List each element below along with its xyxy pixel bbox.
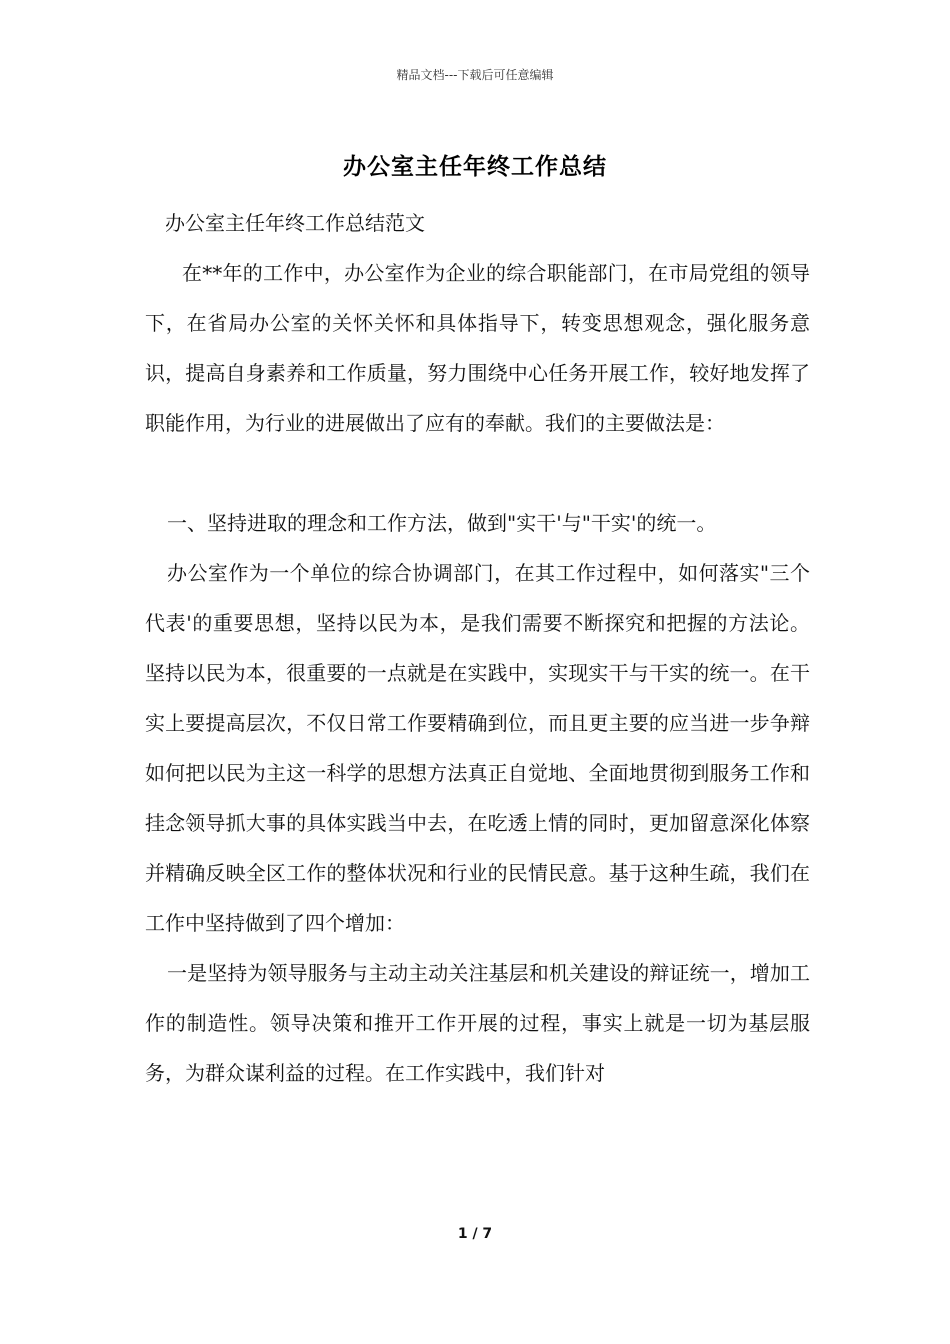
intro-paragraph: 在**年的工作中，办公室作为企业的综合职能部门，在市局党组的领导下，在省局办公室的关怀关怀和具体指导下，转变思想观念，强化服务意识，提高自身素养和工作质量，努力围绕中心任务开展工作，较好地发挥了职能作用，为行业的进展做出了应有的奉献。我们的主要做法是：: [145, 261, 810, 435]
section-paragraph: 办公室作为一个单位的综合协调部门，在其工作过程中，如何落实"三个代表'的重要思想，坚持以民为本，是我们需要不断探究和把握的方法论。坚持以民为本，很重要的一点就是在实践中，实现实干与干实的统一。在干实上要提高层次，不仅日常工作要精确到位，而且更主要的应当进一步争辩如何把以民为主这一科学的思想方法真正自觉地、全面地贯彻到服务工作和挂念领导抓大事的具体实践当中去，在吃透上情的同时，更加留意深化体察并精确反映全区工作的整体状况和行业的民情民意。基于这种生疏，我们在工作中坚持做到了四个增加：: [145, 561, 810, 935]
section-heading: 一、坚持进取的理念和工作方法，做到"实干'与"干实'的统一。: [167, 511, 717, 535]
document-subtitle: 办公室主任年终工作总结范文: [165, 211, 425, 235]
page-header: 精品文档---下载后可任意编辑: [396, 68, 554, 82]
document-title: 办公室主任年终工作总结: [343, 153, 607, 180]
document-body: [145, 198, 810, 1098]
paragraph-spacer: [145, 448, 810, 498]
point-paragraph: 一是坚持为领导服务与主动主动关注基层和机关建设的辩证统一，增加工作的制造性。领导决策和推开工作开展的过程，事实上就是一切为基层服务，为群众谋利益的过程。在工作实践中，我们针对: [145, 961, 810, 1085]
page-number: 1 / 7: [457, 1226, 493, 1242]
